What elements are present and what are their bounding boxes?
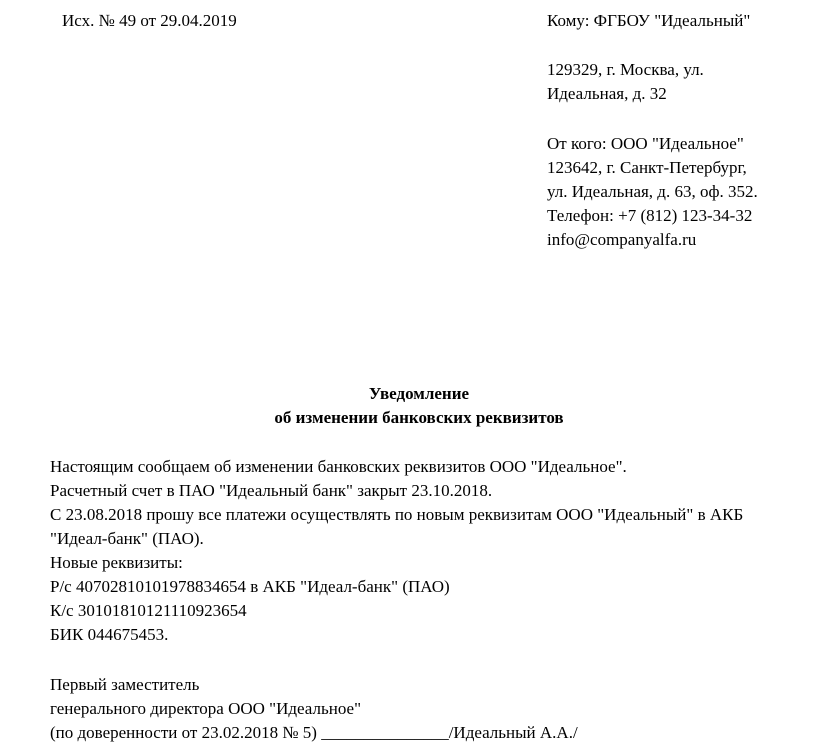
signature-title: генерального директора ООО "Идеальное" [50,699,362,718]
outgoing-number: Исх. № 49 от 29.04.2019 [62,11,237,30]
signature-line: (по доверенности от 23.02.2018 № 5) _______________/Идеальный А.А./ [50,723,578,742]
recipient-line: Кому: ФГБОУ "Идеальный" [547,11,751,30]
document-subtitle: об изменении банковских реквизитов [274,408,564,427]
body-line: Р/с 40702810101978834654 в АКБ "Идеал-банк" (ПАО) [50,577,450,596]
sender-address-1: 123642, г. Санкт-Петербург, [547,158,747,177]
document-title: Уведомление [368,384,470,403]
signature-position: Первый заместитель [50,675,200,694]
recipient-address-1: 129329, г. Москва, ул. [547,60,704,79]
body-line: Новые реквизиты: [50,553,183,572]
recipient-address-2: Идеальная, д. 32 [547,84,667,103]
body-line: С 23.08.2018 прошу все платежи осуществлять по новым реквизитам ООО "Идеальный" в АКБ [50,505,744,524]
sender-line: От кого: ООО "Идеальное" [547,134,744,153]
body-line: К/с 30101810121110923654 [50,601,247,620]
body-line: "Идеал-банк" (ПАО). [50,529,204,548]
body-line: БИК 044675453. [50,625,169,644]
body-line: Расчетный счет в ПАО "Идеальный банк" закрыт 23.10.2018. [50,481,493,500]
sender-email: info@companyalfa.ru [547,230,697,249]
body-line: Настоящим сообщаем об изменении банковских реквизитов ООО "Идеальное". [50,457,627,476]
sender-address-2: ул. Идеальная, д. 63, оф. 352. [547,182,758,201]
sender-phone: Телефон: +7 (812) 123-34-32 [547,206,753,225]
